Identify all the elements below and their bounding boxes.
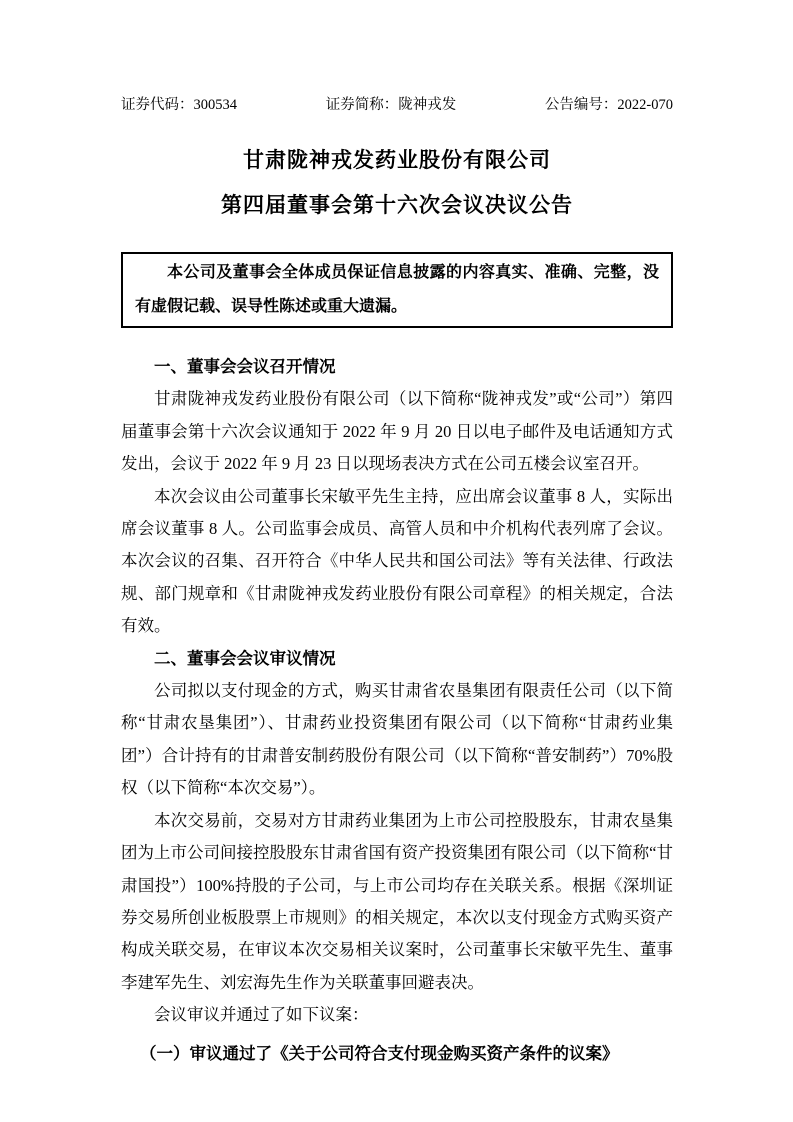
- disclaimer-box: [121, 252, 673, 328]
- section-2-paragraph-3: 会议审议并通过了如下议案：: [154, 1005, 369, 1025]
- section-1-heading: 一、董事会会议召开情况: [154, 357, 336, 376]
- document-body: [121, 351, 673, 1070]
- company-name-title: 甘肃陇神戎发药业股份有限公司: [243, 148, 551, 172]
- announcement-number: 公告编号：2022-070: [544, 97, 673, 113]
- section-2-heading: 二、董事会会议审议情况: [154, 648, 336, 668]
- stock-short-name: 证券简称：陇神戎发: [325, 97, 457, 113]
- section-1-paragraph-1: 甘肃陇神戎发药业股份有限公司（以下简称“陇神戎发”或“公司”）第四届董事会第十六次会议通知于 2022 年 9 月 20 日以电子邮件及电话通知方式发出，会议于 2022 年 9 月 23 日以现场表决方式在公司五楼会议室召开。: [121, 389, 673, 474]
- section-1-paragraph-2: 本次会议由公司董事长宋敏平先生主持，应出席会议董事 8 人，实际出席会议董事 8 人。公司监事会成员、高管人员和中介机构代表列席了会议。本次会议的召集、召开符合《中华人民共和国公司法》等有关法律、行政法规、部门规章和《甘肃陇神戎发药业股份有限公司章程》的相关规定，合法有效。: [121, 486, 673, 636]
- disclaimer-text: 本公司及董事会全体成员保证信息披露的内容真实、准确、完整，没有虚假记载、误导性陈述或重大遗漏。: [135, 264, 659, 315]
- stock-code: 证券代码：300534: [121, 97, 237, 113]
- section-2-paragraph-1: 公司拟以支付现金的方式，购买甘肃省农垦集团有限责任公司（以下简称“甘肃农垦集团”）、甘肃药业投资集团有限公司（以下简称“甘肃药业集团”）合计持有的甘肃普安制药股份有限公司（以下简称“普安制药”）70%股权（以下简称“本次交易”）。: [121, 681, 673, 798]
- section-2-paragraph-2: 本次交易前，交易对方甘肃药业集团为上市公司控股股东，甘肃农垦集团为上市公司间接控股股东甘肃省国有资产投资集团有限公司（以下简称“甘肃国投”）100%持股的子公司，与上市公司均存在关联关系。根据《深圳证券交易所创业板股票上市规则》的相关规定，本次以支付现金方式购买资产构成关联交易，在审议本次交易相关议案时，公司董事长宋敏平先生、董事李建军先生、刘宏海先生作为关联董事回避表决。: [121, 810, 673, 992]
- meeting-resolution-title: 第四届董事会第十六次会议决议公告: [221, 193, 573, 217]
- resolution-1-heading: （一）审议通过了《关于公司符合支付现金购买资产条件的议案》: [139, 1043, 619, 1063]
- document-header: [121, 96, 673, 114]
